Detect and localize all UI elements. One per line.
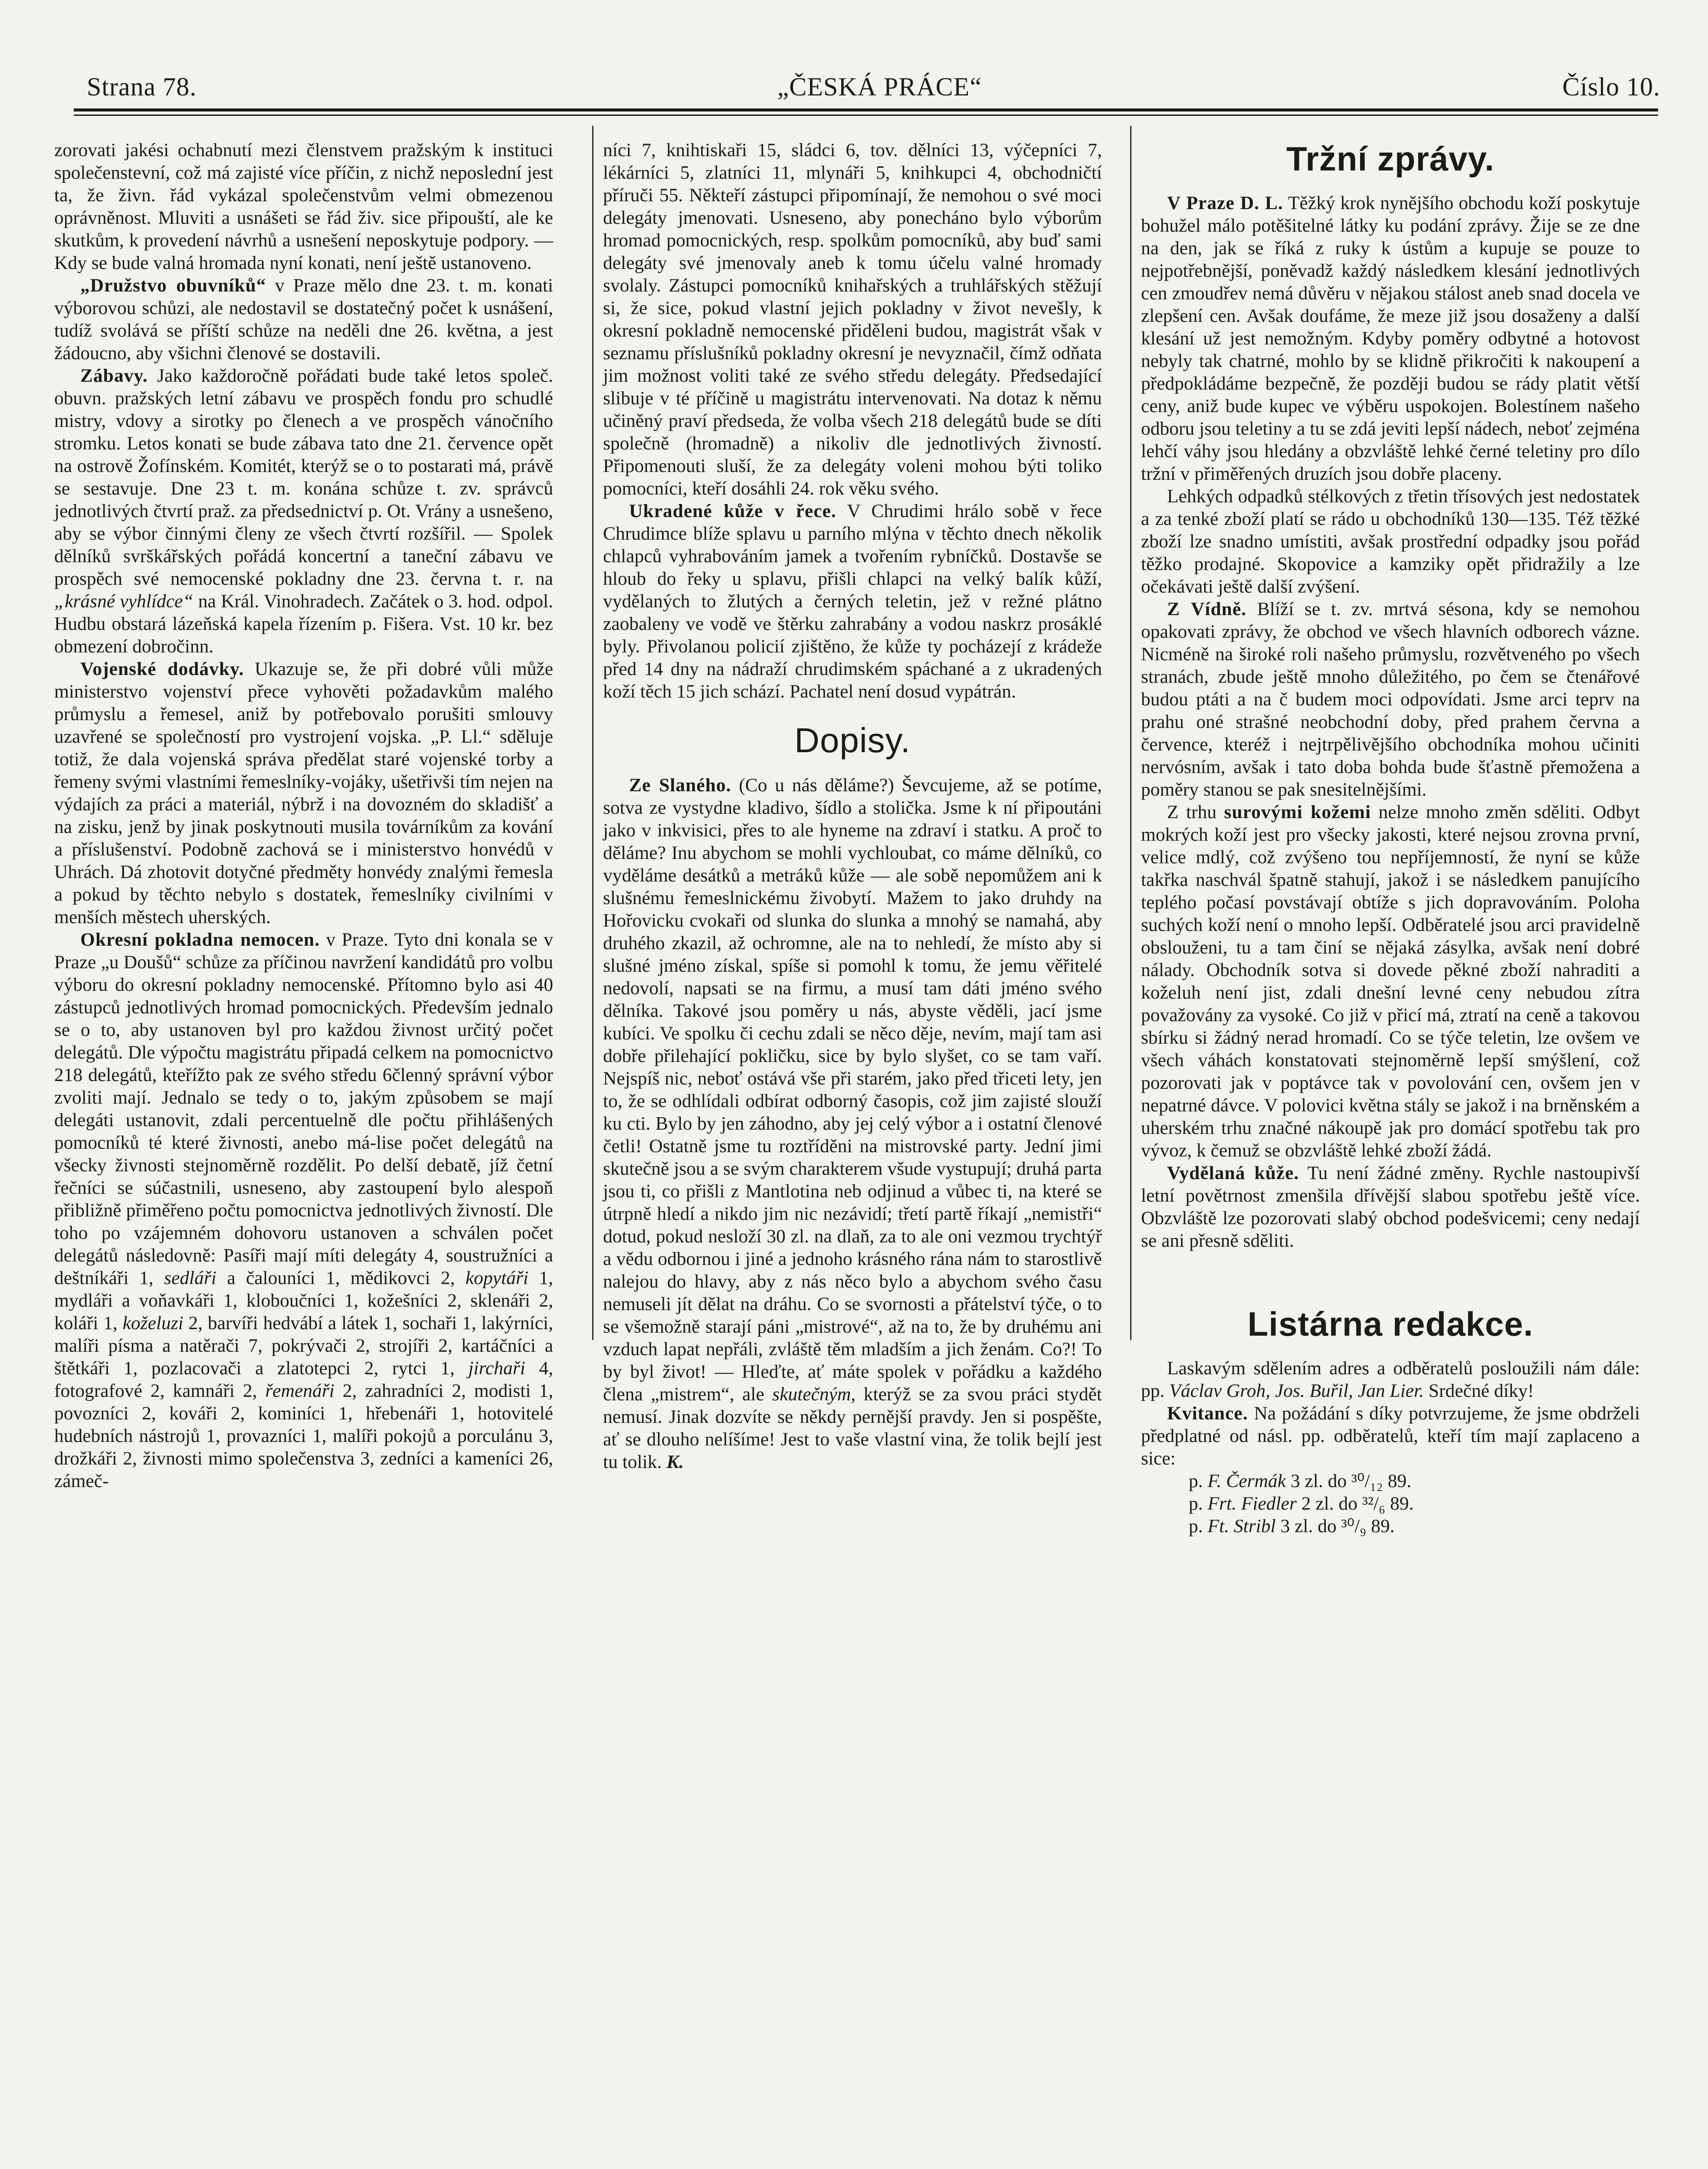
letter-signature: K. (666, 1451, 684, 1472)
article-continuation: níci 7, knihtiskaři 15, sládci 6, tov. dělníci 13, výčepníci 7, lékárníci 5, zlatníci 11, mlynáři 5, knihkupci 4, obchodničtí příruči 55. Někteří zástupci připomínají, že nemohou o své moci delegáty jmenovati. Usneseno, aby ponecháno bylo výborům hromad pomocnických, resp. spolkům pomocníků, aby buď sami delegáty své jmenovaly aneb k tomu účelu valné hromady svolaly. Zástupci pomocníků knihařských a truhlářských stěžují si, že sice, pokud vlastní jejich pokladny v život nevešly, k okresní pokladně nemocenské přiděleni budou, magistrát však v seznamu příslušníků pokladny okresní je nevyznačil, čímž odňata jim možnost voliti také ze svého středu delegáty. Předsedající slibuje v té příčině u magistrátu intervenovati. Na dotaz k němu učiněný praví předseda, že volba všech 218 delegátů bude se díti společně (hromadně) a nikoliv dle jednotlivých živností. Připomenouti sluší, že za delegáty voleni mohou býti toliko pomocníci, kteří dosáhli 24. rok věku svého. (603, 140, 1102, 499)
column-divider-2 (1130, 126, 1131, 1340)
article-heading: V Praze D. L. (1167, 193, 1283, 213)
header-rule-thin (74, 115, 1658, 116)
article-heading: Okresní pokladna nemocen. (80, 929, 320, 950)
newspaper-title: „ČESKÁ PRÁCE“ (777, 72, 982, 101)
column-divider-1 (592, 126, 593, 1340)
article-heading: Ukradené kůže v řece. (629, 501, 836, 521)
letter-ze-slaneho: Ze Slaného. (Co u nás děláme?) Ševcujeme, až se potíme, sotva ze vystydne kladivo, šídlo a stolička. Jsme k ní připoutáni jako v inkvisici, přes to ale hyneme na zdraví i statku. A proč to děláme? Inu abychom se mohli vychloubat, co máme dělníků, co vyděláme desátků a metráků kůže — ale sobě nepomůžem ani k slušnému řemeslnickému živobytí. Mažem to jako druhdy na Hořovicku cvokaři od slunka do slunka a mnohý se namahá, aby druhého zkazil, až ochromne, ale na to nehledí, že místo aby si slušné jméno získal, spíše si pomohl k tomu, že jemu věřitelé nedovolí, napsati se na firmu, a musí tam dáti jméno svého dělníka. Takové jsou poměry u nás, abyste věděli, jací jsme kubíci. Ve spolku či cechu zdali se něco děje, nevím, mají tam asi dobře přilehající pokličku, sice by bylo slyšet, co se tam vaří. Nejspíš nic, neboť ostává vše při starém, jako před třiceti lety, jen to, že se odhlídali odbírat odborný časopis, což jim zajisté slouží ku cti. Bylo by jen záhodno, aby jej celý výbor a i ostatní členové četli! Ostatně jsme tu roztříděni na mistrovské party. Jední jimi skutečně jsou a se svým charakterem všude vystupují; druhá parta jsou ti, co přišli z Mantlotina neb odjinud a vůbec ti, na které se útrpně hledí a nikdo jim nic nezávidí; třetí partě říkají „nemistři“ dotud, pokud nesloží 30 zl. na dlaň, za to ale oni vezmou trychtýř a vědu odbornou i jiné a jednoho krásného rána nám to starostlivě nalejou do hlavy, aby z nás něco bylo a abychom svého času nemuseli jít dělat na dráhu. Co se svornosti a přátelství týče, o to se všemožně starají páni „mistrové“, až na to, že by druhému ani vzduch lapat nepřáli, zvláště těm mladším a jich ženám. Co?! To by byl život! — Hleďte, ať máte spolek v pořádku a každého člena „mistrem“, ale skutečným, kterýž se za svou práci stydět nemusí. Jinak dozvíte se někdy pernější pravdy. Jen si pospěšte, ať se dlouho nelíšíme! Jest to vaše vlastní vina, že tolik bejlí jest tu tolik. K. (603, 775, 1102, 1472)
page-header (87, 67, 1660, 106)
article-heading: „Družstvo obuvníků“ (80, 275, 266, 296)
kvitance: Kvitance. Na požádání s díky potvrzujeme, že jsme obdrželi předplatné od násl. pp. odběratelů, kteří tím mají zaplaceno a sice: (1141, 1403, 1640, 1469)
kvitance-entry: p. Frt. Fiedler 2 zl. do ³²/₆ 89. (1189, 1493, 1414, 1514)
report-viden: Z Vídně. Blíží se t. zv. mrtvá sésona, kdy se nemohou opakovati zprávy, že obchod ve všech hlavních odborech vázne. Nicméně na široké roli našeho průmyslu, rozvětveného po všech stranách, zbude ještě mnoho důležitého, po čem se čtenářové budou ptáti a na č budem moci odpovídati. Jsme arci teprv na prahu oné strašné neobchodní doby, před prahem června a července, kteréž i nejtrpělivějšího obchodníka mohou učiniti nervósním, avšak i tato doba bohda bude šťastně přemožena a poměry stanou se pak snesitelnějšími. (1141, 599, 1640, 800)
issue-number: Číslo 10. (1562, 72, 1660, 101)
header-rule-thick (74, 108, 1658, 111)
article-heading: Vojenské dodávky. (80, 659, 244, 679)
article-druzstvo-obuvniku: „Družstvo obuvníků“ v Praze mělo dne 23. t. m. konati výborovou schůzi, ale nedostavil se dostatečný počet k usnášení, tudíž svolává se příští schůze na neděli dne 26. května, a jest žádoucno, aby všichni členové se dostavili. (54, 275, 553, 364)
report-praha: V Praze D. L. Těžký krok nynějšího obchodu koží poskytuje bohužel málo potěšitelné látky ku podání zprávy. Žije se ze dne na den, jak se říká z ruky k ústům a kupuje se pouze to nejpotřebnější, poněvadž každý následkem klesání jednotlivých cen zmoudřev nemá důvěru v nějakou stálost aneb snad docela ve zlepšení cen. Avšak doufáme, že meze již jsou dosaženy a další klesání už jest nemožným. Kdyby poměry odbytné a hotovost nebyly tak chatrné, mohlo by se klidně přikročiti k nakoupení a předpokládáme bezpečně, že později budou se rády platit větší ceny, aniž bude kupec ve výběru uspokojen. Bolestínem našeho odboru jsou teletiny a tu se zdá jeviti lepší nádech, neboť zejména lehčí váhy jsou hledány a obzvláště lehké černé teletiny pro dílo tržní v přiměřených druzích jsou dobře placeny. (1141, 193, 1640, 484)
article-zabavy: Zábavy. Jako každoročně pořádati bude také letos společ. obuvn. pražských letní zábavu ve prospěch fondu pro schudlé mistry, vdovy a sirotky po členech a ve prospěch vánočního stromku. Letos konati se bude zábava tato dne 21. července opět na ostrově Žofínském. Komitét, kterýž se o to postarati má, právě se sestavuje. Dne 23 t. m. konána schůze t. zv. správců jednotlivých čtvrtí praž. za předsednictví p. Ot. Vrány a usnešeno, aby se výbor činnými členy ze všech čtvrtí rozšířil. — Spolek dělníků svrškářských pořádá koncertní a taneční zábavu ve prospěch své nemocenské pokladny dne 23. června t. r. na „krásné vyhlídce“ na Král. Vinohradech. Začátek o 3. hod. odpol. Hudbu obstará lázeňská kapela řízením p. Fišera. Vst. 10 kr. bez obmezení dobročinn. (54, 365, 553, 657)
article-heading: Z Vídně. (1167, 599, 1247, 619)
article-vojenske-dodavky: Vojenské dodávky. Ukazuje se, že při dobré vůli může ministerstvo vojenství přece vyhověti požadavkům malého průmyslu a řemesel, aniž by potřebovalo porušiti smlouvy uzavřené se společností pro vystrojení vojska. „P. Ll.“ sděluje totiž, že dala vojenská správa předělat staré vojenské torby a řemeny svými vlastními řemeslníky-vojáky, ušetřivši tím nejen na výdajích za práci a materiál, nýbrž i na dovozném do skladišť a na zisku, jenž by jinak poskytnouti musila továrníkům za kování a příslušenství. Podobně zachová se i ministerstvo honvédů v Uhrách. Dá zhotovit dotyčné předměty honvédy znalými řemesla a pokud by těchto nebylo s dostatek, řemeslníky civilními v menších městech uherských. (54, 659, 553, 927)
report-praha-odpadky: Lehkých odpadků stélkových z třetin třísových jest nedostatek a za tenké zboží platí se rádo u obchodníků 130—135. Též těžké zboží lze snadno umístiti, avšak prostřední odpadky jsou pořád těžko prodajné. Skopovice a kamziky opět přidražily a lze očekávati ještě další zvýšení. (1141, 486, 1640, 597)
article-heading: Zábavy. (80, 365, 148, 386)
article-ukradene-kuze: Ukradené kůže v řece. V Chrudimi hrálo sobě v řece Chrudimce blíže splavu u parního mlýna v těchto dnech několik chlapců vyhrabováním jamek a tvořením rybníčků. Dostavše se hloub do řeky u splavu, přišli chlapci na velký balík kůží, vydělaných to žlutých a černých teletin, jež v režné plátno zaobaleny ve vodě ve štěrku zahrabány a vodou naskrz prosáklé byly. Přivolanou policií zjištěno, že kůže ty pocházejí z krádeže před 14 dny na nádraží chrudimském spáchané a z ukradených koží těch 15 jich schází. Pachatel není dosud vypátrán. (603, 501, 1102, 702)
report-vydelana-kuze: Vydělaná kůže. Tu není žádné změny. Rychle nastoupivší letní povětrnost zmenšila dřívější slabou spotřebu ještě více. Obzvláště lze pozorovati slabý obchod podešvicemi; ceny nedají se ani přesně sděliti. (1141, 1163, 1640, 1251)
section-title-listarna: Listárna redakce. (1247, 1305, 1534, 1343)
article-heading: Ze Slaného. (629, 775, 731, 796)
column-1 (54, 139, 553, 1492)
report-surove-kuze: Z trhu surovými kožemi nelze mnoho změn sděliti. Odbyt mokrých koží jest pro všecky jakosti, které nejsou zrovna první, velice mdlý, což zvýšeno tou nepříjemností, že nyní se kůže takřka naschvál špatně stahují, jakož i se následkem panujícího teplého počasí povstávají obtíže s jich dopravováním. Poloha suchých koží není o mnoho lepší. Odběratelé jsou arci pravidelně obslouženi, tu a tam činí se nějaká zásylka, avšak není dobré nálady. Obchodník sotva si dovede pěkné zboží nahraditi a koželuh není jist, zdali dnešní levné ceny nebudou zítra považovány za vysoké. Co již v přicí má, ztratí na ceně a takovou sbírku si žádný nerad hromadí. Co se týče teletin, lze ovšem ve všech váhách konstatovati stejnoměrně lepší smýšlení, což pozorovati jak v poptávce tak v povolování cen, ovšem jen v nepatrné dávce. V polovici května stály se jakož i na brněnském a uherském trhu značné nákoupě jak pro domácí spotřebu tak pro vývoz, k čemuž se obzvláště lehké zboží žádá. (1141, 802, 1640, 1161)
column-2 (603, 139, 1102, 1473)
article-okresni-pokladna: Okresní pokladna nemocen. v Praze. Tyto dni konala se v Praze „u Doušů“ schůze za příčinou navržení kandidátů pro volbu výboru do okresní pokladny nemocenské. Přítomno bylo asi 40 zástupců jednotlivých hromad pomocnických. Především jednalo se o to, aby ustanoven byl pro každou živnost určitý počet delegátů. Dle výpočtu magistrátu připadá celkem na pomocnictvo 218 delegátů, kteřížto pak ze svého středu 6členný správní výbor zvoliti mají. Jednalo se tedy o to, jakým způsobem se mají delegáti ustanovit, zdali percentuelně dle počtu přihlášených pomocníků té které živnosti, anebo má-lise počet delegátů na všecky živnosti stejnoměrně rozdělit. Po delší debatě, jíž četní řečníci se súčastnili, usneseno, aby zastoupení bylo alespoň přibližně přiměřeno počtu pomocnictva jednotlivých živností. Dle toho po vzájemném dohovoru ustanoven a schválen počet delegátů následovně: Pasíři mají míti delegáty 4, soustružníci a deštníkáři 1, sedláři a čalouníci 1, mědikovci 2, kopytáři 1, mydláři a voňavkáři 1, kloboučníci 1, kožešníci 2, sklenáři 2, koláři 1, koželuzi 2, barvíři hedvábí a látek 1, sochaři 1, lakýrníci, malíři písma a natěrači 7, pokrývači 2, strojíři 2, kartáčníci a štětkáři 1, pozlacovači a zlatotepci 2, rytci 1, jirchaři 4, fotografové 2, kamnáři 2, řemenáři 2, zahradníci 2, modisti 1, povozníci 2, kováři 2, kominíci 1, hřebenáři 1, hotovitelé hudebních nástrojů 1, provazníci 1, malíři pokojů a porculánu 3, drožkáři 2, živnosti mimo společenstva 3, zedníci a kameníci 26, zámeč- (54, 929, 554, 1491)
kvitance-entry: p. F. Čermák 3 zl. do ³⁰/₁₂ 89. (1189, 1471, 1412, 1491)
article-heading: Vydělaná kůže. (1167, 1163, 1299, 1183)
page-number: Strana 78. (87, 72, 197, 101)
section-title-trzni-zpravy: Tržní zprávy. (1286, 140, 1495, 178)
article-continuation: zorovati jakési ochabnutí mezi členstvem pražským k instituci společenstevní, což má zajisté více příčin, z nichž neposlední jest ta, že živn. řád vykázal společenstvům velmi obmezenou oprávněnost. Mluviti a usnášeti se řád živ. sice připouští, ale ke skutkům, k provedení návrhů a usnešení neposkytuje podpory. — Kdy se bude valná hromada nyní konati, není ještě ustanoveno. (54, 140, 553, 273)
listarna-text: Laskavým sdělením adres a odběratelů posloužili nám dále: pp. Václav Groh, Jos. Buřil, Jan Lier. Srdečné díky! (1141, 1358, 1640, 1401)
article-heading: Kvitance. (1167, 1403, 1248, 1424)
column-3 (1141, 139, 1640, 1537)
kvitance-entry: p. Ft. Stribl 3 zl. do ³⁰/₉ 89. (1189, 1516, 1395, 1537)
article-heading: surovými kožemi (1224, 802, 1371, 822)
section-title-dopisy: Dopisy. (794, 721, 911, 760)
